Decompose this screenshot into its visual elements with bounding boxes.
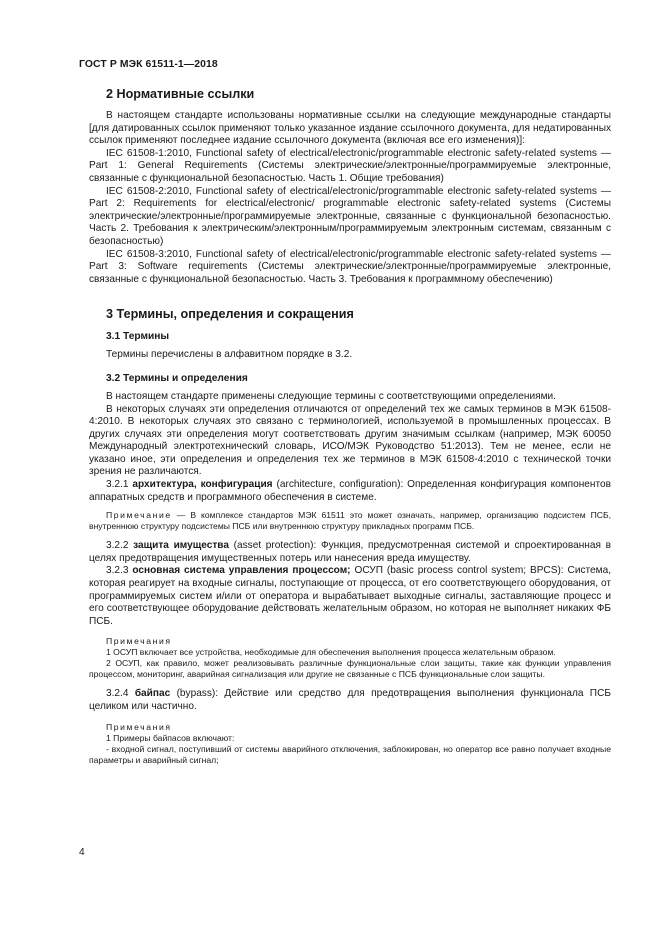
term-number: 3.2.3 bbox=[106, 565, 129, 577]
page-number: 4 bbox=[79, 847, 85, 858]
term-name: архитектура, конфигурация bbox=[132, 479, 273, 491]
term-3-2-4 bbox=[89, 688, 611, 713]
term-3-2-1 bbox=[89, 479, 611, 504]
subsection-3-2-title: 3.2 Термины и определения bbox=[106, 372, 248, 384]
section-2-intro: В настоящем стандарте использованы нормативные ссылки на следующие международные стандарты [для датированных ссылок применяют только указанное издание ссылочного документа, для недатированных ссылок применяют последнее издание ссылочного документа (включая все его изменения)]: bbox=[89, 110, 611, 147]
term-3-2-4-note-2: - входной сигнал, поступивший от системы аварийного отключения, заблокирован, но оператор все равно получает входные параметры и аварийный сигнал; bbox=[89, 743, 611, 765]
term-definition: (architecture, configuration): Определенная конфигурация компонентов аппаратных средств и программного обеспечения в системе. bbox=[89, 479, 611, 503]
term-3-2-3-note-1: 1 ОСУП включает все устройства, необходимые для обеспечения выполнения процесса желательным образом. bbox=[106, 647, 556, 658]
term-definition: ОСУП (basic process control system; BPCS): Система, которая реагирует на входные сигналы, поступающие от процесса, от его соответствующего оборудования, от программируемых систем и/или от оператора и вырабатывает выходные сигналы, заставляющие процесс и его соответствующее оборудование действовать желательным образом, но которая не выполняет никаких ФБ ПСБ. bbox=[89, 565, 611, 627]
term-definition: (bypass): Действие или средство для предотвращения выполнения функционала ПСБ целиком или частично. bbox=[89, 688, 611, 712]
term-3-2-2 bbox=[89, 540, 611, 565]
normative-ref-2: IEC 61508-2:2010, Functional safety of electrical/electronic/programmable electronic safety-related systems — Part 2: Requirements for electrical/electronic/ programmable electronic safety-related systems (Системы электрические/электронные/программируемые электронные, связанные с функциональной безопасностью. Часть 2. Требования к электрическим/электронным/программируемым электронным системам, связанным с безопасностью) bbox=[89, 185, 611, 247]
note-label: Примечание bbox=[106, 510, 172, 521]
term-3-2-3-notes-label: Примечания bbox=[106, 636, 172, 647]
term-3-2-1-note bbox=[89, 510, 611, 532]
document-code-header: ГОСТ Р МЭК 61511-1—2018 bbox=[79, 59, 218, 70]
section-3-title: 3 Термины, определения и сокращения bbox=[106, 307, 354, 322]
page-content bbox=[89, 86, 611, 766]
subsection-3-1-text: Термины перечислены в алфавитном порядке в 3.2. bbox=[106, 349, 353, 361]
term-number: 3.2.2 bbox=[106, 540, 129, 552]
term-name: защита имущества bbox=[133, 540, 229, 552]
term-number: 3.2.1 bbox=[106, 479, 129, 491]
term-definition: (asset protection): Функция, предусмотренная системой и спроектированная в целях предотвращения имущественных потерь или нанесения вреда имуществу. bbox=[89, 540, 611, 564]
term-number: 3.2.4 bbox=[106, 688, 129, 700]
term-3-2-4-note-1: 1 Примеры байпасов включают: bbox=[106, 732, 235, 743]
term-name: основная система управления процессом; bbox=[132, 565, 351, 577]
subsection-3-2-p2: В некоторых случаях эти определения отличаются от определений тех же самых терминов в МЭК 61508-4:2010. В некоторых случаях это связано с терминологией, используемой в промышленных процессах. В других случаях эти определения могут соответствовать другим значимым ссылкам (например, МЭК 60050 Международный электротехнический словарь, ИСО/МЭК Руководство 51:2013). Тем не менее, если не указано иное, эти определения и определения тех же терминов в МЭК 61508-4:2010 с технической точки зрения не различаются. bbox=[89, 403, 611, 478]
term-3-2-4-notes-label: Примечания bbox=[106, 721, 172, 732]
term-name: байпас bbox=[134, 688, 171, 700]
normative-ref-1: IEC 61508-1:2010, Functional safety of electrical/electronic/programmable electronic safety-related systems — Part 1: General Requirements (Системы электрические/электронные/программируемые электронные, связанные с функциональной безопасностью. Часть 1. Общие требования) bbox=[89, 147, 611, 184]
normative-ref-3: IEC 61508-3:2010, Functional safety of electrical/electronic/programmable electronic safety-related systems — Part 3: Software requirements (Системы электрические/электронные/программируемые электронные, связанные с функциональной безопасностью. Часть 3. Требования к программному обеспечению) bbox=[89, 248, 611, 285]
subsection-3-2-p1: В настоящем стандарте применены следующие термины с соответствующими определениями. bbox=[106, 390, 556, 402]
subsection-3-1-title: 3.1 Термины bbox=[106, 331, 170, 343]
term-3-2-3 bbox=[89, 565, 611, 628]
note-text: — В комплексе стандартов МЭК 61511 это может означать, например, организацию подсистем ПСБ, внутреннюю структуру подсистемы ПСБ или внутреннюю структуру прикладных программ ПСБ. bbox=[89, 510, 611, 532]
term-3-2-3-note-2: 2 ОСУП, как правило, может реализовывать различные функциональные слои защиты, такие как функции управления процессом, мониторинг, аварийная сигнализация или другие не связанные с ПСБ функциональные слои защиты. bbox=[89, 658, 611, 680]
section-2-title: 2 Нормативные ссылки bbox=[106, 87, 255, 101]
